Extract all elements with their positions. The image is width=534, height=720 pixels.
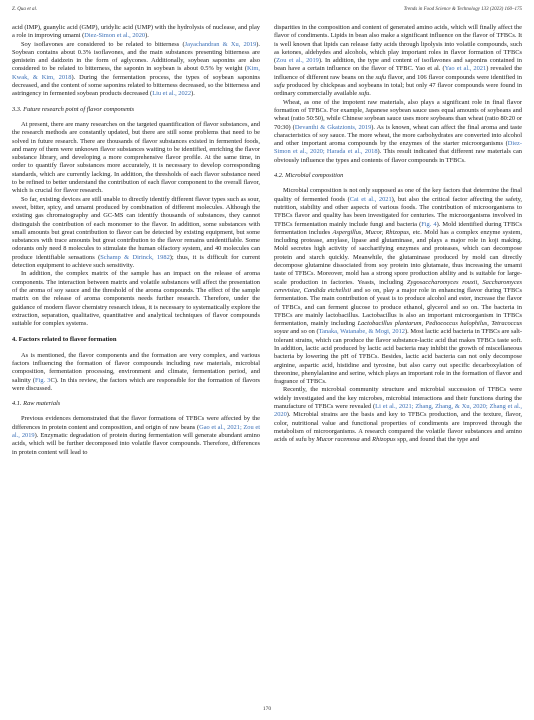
text-run: produced by chickpeas and soybeans in total; but only 47 flavor compounds were found in ordinary commercially available bbox=[274, 82, 522, 98]
italic-text: Lactobacillus plantarum, Pediococcus halophilus, Tetracoccus soyae bbox=[274, 320, 522, 336]
text-run: ). Microbial strains are the basis and key to TFBCs production, and the texture, flavor, color, nutritional value and functional properties of condiments are improved through the metabolism of microorganisms. A research compared the volatile flavor substances and amino acids of sufu by bbox=[274, 411, 522, 444]
section-heading-4-2: 4.2. Microbial composition bbox=[274, 172, 344, 180]
italic-text: Mucor racemosa bbox=[316, 436, 360, 444]
text-run: ). bbox=[145, 32, 149, 40]
citation-link[interactable]: Devanthi & Gkatzionis, 2019 bbox=[294, 123, 372, 131]
text-run: ). As is known, wheat can affect the final aroma and taste characteristics of soy sauce. The more wheat, the more carbohydrates are converted into alcohol and other important aroma compounds by the enzymes of the starter microorganisms ( bbox=[274, 123, 522, 148]
citation-link[interactable]: Fig. 4 bbox=[421, 220, 437, 228]
text-run: ). Enzymatic degradation of protein during fermentation will generate abundant amino acids, which will be further decomposed into volatile flavor compounds. Therefore, differences in protein content will lead to bbox=[12, 432, 261, 456]
text-run: ); thus, it is difficult for current detection equipment to achieve such sensitivity. bbox=[12, 253, 260, 270]
italic-text: Rhizopus bbox=[372, 436, 396, 444]
text-run: ). During the fermentation process, the types of soybean saponins decreased, and the content of some saponins related to bitterness decreased, so the bitterness and astringency in fermented soybean products decreased ( bbox=[12, 73, 260, 98]
citation-link[interactable]: Yao et al., 2021 bbox=[444, 65, 487, 73]
paragraph bbox=[12, 196, 260, 271]
text-run: C). In this review, the factors which are responsible for the formation of flavors were discussed. bbox=[12, 376, 261, 392]
text-run: Wheat, as one of the impotent raw materials, also plays a significant role in final flavor formation of TFBCs. For example, Japanese soybean sauce uses equal amounts of soybeans and wheat (ratio 50:50), while Chinese soybean sauce uses more soybeans than wheat (ratio 80:20 or 70:30) ( bbox=[274, 98, 522, 131]
text-run: and so on, play a major role in enhancing flavor during TFBCs fermentation. The main contribution of yeast is to produce alcohol and ester, increase the flavor of TFBCs, and can ferment glucose to produce ethanol, glycerol and so on. The bacteria in TFBCs are mainly lactobacillus. Lactobacillus is also an important microorganism in TFBCs fermentation, mainly including bbox=[274, 286, 522, 328]
text-run: acid (IMP), guanylic acid (GMP), uridylic acid (UMP) with the hydrolysis of nuclease, and play a role in improving umami ( bbox=[12, 24, 260, 40]
paragraph bbox=[12, 352, 260, 393]
citation-link[interactable]: Diez-Simon et al., 2020; Harada et al., 2018 bbox=[274, 140, 522, 156]
paragraph bbox=[274, 99, 522, 165]
header-journal: Trends in Food Science & Technology 133 (2023) 160–175 bbox=[403, 7, 522, 12]
text-run: ), but also the critical factor affecting the safety, nutrition, stability and other aspects of various foods. The contribution of microorganisms to TFBCs flavor and quality has been investigated for centuries. The microorganisms involved in TFBCs fermentation mainly include fungi and bacteria ( bbox=[274, 195, 522, 228]
section-heading-4: 4. Factors related to flavor formation bbox=[12, 336, 117, 344]
italic-text: sufu bbox=[375, 73, 387, 81]
text-run: disparities in the composition and content of generated amino acids, which will finally affect the flavor of condiments. Lipids in bean also make a significant influence on the flavor of TFBCs. It is well known that lipids can release fatty acids through lipolysis into volatile compounds, such as ketones, aldehydes and alcohols, which play important roles in flavor formation of TFBCs ( bbox=[274, 24, 522, 65]
text-run: As is mentioned, the flavor components and the formation are very complex, and various factors influencing the formation of flavor compounds including raw materials, microbial composition, fermentation processing, environment and climate, fermentation period, and salinity ( bbox=[12, 351, 260, 384]
paragraph: In addition, the complex matrix of the sample has an impact on the release of aroma components. The interaction between matrix and volatile substances will affect the presentation of the aroma of soy sauce and the threshold of the aroma compounds. The effect of the sample matrix on the release of aroma components needs further research. Therefore, under the guidance of modern flavor chemistry research ideas, it is necessary to systematically explore the extraction, separation, qualitative, quantitative and analytical techniques of flavor compounds suitable for complex systems. bbox=[12, 270, 260, 328]
citation-link[interactable]: Schamp & Dirinck, 1982 bbox=[100, 253, 170, 261]
text-run: Recently, the microbial community structure and microbial succession of TFBCs were widely investigated and the key microbes, microbial interactions and their functions during the manufacture of TFBCs were revealed ( bbox=[274, 386, 522, 411]
italic-text: sufu bbox=[274, 82, 285, 90]
citation-link[interactable]: Fig. 3 bbox=[35, 376, 51, 384]
text-run: ). This result indicated that different raw materials can obviously influence the types and contents of flavor compounds in TFBCs. bbox=[274, 148, 522, 164]
citation-link[interactable]: Li et al., 2021; Zhang, Zhang, & Xu, 2020; Zhang et al., 2020 bbox=[274, 403, 522, 419]
text-run: ). Most lactic acid bacteria in TFBCs are salt-tolerant strains, which can produce the flavor substance-lactic acid that makes TFBCs taste soft. In addition, lactic acid produced by lactic acid bacteria may inhibit the growth of miscellaneous bacteria by lowering the pH of TFBCs. Besides, lactic acid bacteria can not only decompose arginine, aspartic acid, histidine and tyrosine, but also carry out specific decarboxylation of threonine, phenylalanine and serine, which plays an important role in the formation of flavor and fragrance of TFBCs. bbox=[274, 328, 522, 386]
text-run: ). bbox=[191, 90, 195, 98]
text-run: Previous evidences demonstrated that the flavor formations of TFBCs were affected by the differences in protein content and composition, and origin of raw beans ( bbox=[12, 415, 260, 431]
text-run: . bbox=[369, 90, 371, 98]
italic-text: Zygosaccharomyces rouxii, Saccharomyces cerevisiae, Candida etchellsii bbox=[274, 278, 522, 294]
left-column bbox=[12, 24, 260, 457]
text-run: flavor, and 106 flavor compounds were identified in bbox=[386, 73, 522, 81]
italic-text: Aspergillus, Mucor, Rhizopus bbox=[332, 228, 409, 236]
text-run: ). Mold identified during TFBCs fermentation includes bbox=[274, 220, 522, 236]
page-number: 170 bbox=[262, 706, 272, 712]
right-column bbox=[274, 24, 522, 445]
paragraph bbox=[12, 41, 260, 99]
section-heading-3-3: 3.3. Future research point of flavor components bbox=[12, 105, 135, 113]
citation-link[interactable]: Diez-Simon et al., 2020 bbox=[84, 32, 146, 40]
paragraph: At present, there are many researches on the targeted quantification of flavor substances, and the research methods are constantly updated, but there are still some problems that need to be solved in future research. There are thousands of flavor substances existed in fermented foods, and many of them were unknown flavor substances waiting to be identified, enriching the flavor substance library, and developing a more comprehensive flavor profile. At the same time, in order to quantify flavor substances more accurately, it is necessary to develop corresponding standards, which are currently lacking. In addition, the thresholds of each flavor substance need to be refined to better understand the contribution of each flavor component to the overall flavor, which is crucial for flavor research. bbox=[12, 120, 260, 195]
text-run: ) revealed the influence of different raw beans on the bbox=[274, 65, 522, 81]
paragraph bbox=[274, 24, 522, 99]
text-run: ). Soybean contains about 0.3% isoflavones, and the main substances presenting bitterness are genistein and daidzein in the form of aglycones. Additionally, soybean saponins are also considered to be related to bitterness, the saponin in soybean is about 0.5% by weight ( bbox=[12, 40, 260, 73]
citation-link[interactable]: Kim, Kwak, & Kim, 2018 bbox=[12, 65, 260, 81]
citation-link[interactable]: Zou et al., 2019 bbox=[276, 57, 319, 65]
text-run: , etc. Mold has a complex enzyme system, including protease, amylase, lipase and glutaminase, and plays a major role in koji making. Mold secretes high activity of saccharifying enzymes and proteases, which can decompose protein and starch quickly. Meanwhile, the glutaminase produced by mold can directly decompose glutamine dissociated from soy protein into glutamate, thus increasing the umami taste of TFBCs. Moreover, mold has a strong spore production ability and is suitable for large-scale production in factories. Yeasts, including bbox=[274, 228, 522, 286]
paragraph bbox=[274, 386, 522, 444]
paragraph bbox=[274, 187, 522, 386]
paragraph bbox=[12, 415, 260, 456]
citation-link[interactable]: Jayachandran & Xu, 2019 bbox=[184, 40, 257, 48]
italic-text: sufu bbox=[358, 90, 370, 98]
text-run: ). In addition, the type and content of isoflavones and saponins contained in bean have a certain influence on the flavor of TFBC. Yao et al. ( bbox=[274, 57, 522, 73]
text-run: So far, existing devices are still unable to directly identify different flavor types such as sour, sweet, bitter, spicy, and umami produced by combination of different molecules. Although the existing gas chromatography and GC-MS can identify thousands of substances, they cannot distinguish the contribution of each monomer to the flavor. In addition, some substances with small amounts but great contribution to flavor can be detected by existing equipment, but some substances with trace amounts but great contribution to the flavor remains unidentifiable. Some odorants only need 8 molecules to stimulate the human olfactory system, and 40 molecules can produce identifiable sensations ( bbox=[12, 195, 260, 261]
text-run: Soy isoflavones are considered to be related to bitterness ( bbox=[21, 40, 185, 48]
section-heading-4-1: 4.1. Raw materials bbox=[12, 400, 61, 408]
citation-link[interactable]: Liu et al., 2022 bbox=[152, 90, 192, 98]
citation-link[interactable]: Cai et al., 2021 bbox=[349, 195, 392, 203]
text-run: and so on ( bbox=[288, 328, 319, 336]
text-run: spp, and found that the type and bbox=[395, 436, 480, 444]
header-authors: Z. Qua et al. bbox=[12, 7, 38, 12]
citation-link[interactable]: Tanaka, Watanabe, & Mogi, 2012 bbox=[318, 328, 405, 336]
text-run: and bbox=[359, 436, 373, 444]
running-header bbox=[12, 7, 522, 17]
paragraph bbox=[12, 24, 260, 41]
citation-link[interactable]: Gao et al., 2021; Zou et al., 2019 bbox=[12, 423, 260, 440]
text-run: Microbial composition is not only supposed as one of the key factors that determine the final quality of fermented foods ( bbox=[274, 187, 522, 203]
